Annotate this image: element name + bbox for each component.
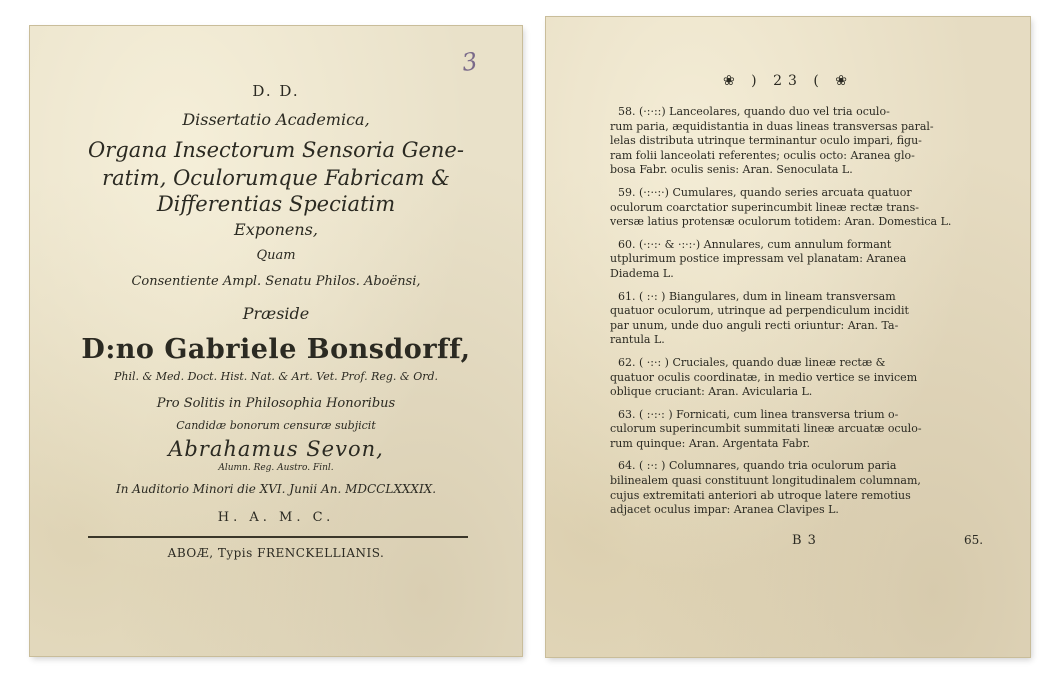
entry-line: versæ latius protensæ oculorum totidem: Aran. Domestica L. bbox=[610, 215, 952, 229]
entry-line: ram folii lanceolati referentes; oculis octo: Aranea glo- bbox=[610, 148, 915, 162]
entry-paragraph bbox=[610, 290, 990, 348]
entry-line: rum quinque: Aran. Argentata Fabr. bbox=[610, 436, 810, 450]
dedication-dd: D. D. bbox=[252, 82, 300, 100]
handwritten-folio-mark: 3 bbox=[460, 47, 480, 77]
entry-paragraph bbox=[610, 105, 990, 178]
praeses-name: D:no Gabriele Bonsdorff, bbox=[81, 334, 471, 365]
entry-line: 59. (·:··:·) Cumulares, quando series arcuata quatuor bbox=[618, 185, 912, 199]
pro-gradu-line: Pro Solitis in Philosophia Honoribus bbox=[156, 396, 396, 411]
entry-paragraph bbox=[610, 459, 990, 517]
alumnus-line: Alumn. Reg. Austro. Finl. bbox=[218, 463, 334, 473]
praeside-line: Præside bbox=[242, 304, 310, 323]
praeses-titles: Phil. & Med. Doct. Hist. Nat. & Art. Vet. Prof. Reg. & Ord. bbox=[113, 370, 439, 383]
entry-line: bosa Fabr. oculis senis: Aran. Senoculata L. bbox=[610, 163, 853, 177]
entry-line: rum paria, æquidistantia in duas lineas transversas paral- bbox=[610, 119, 934, 133]
title-line-3: Differentias Speciatim bbox=[156, 192, 396, 216]
consentiente-line: Consentiente Ampl. Senatu Philos. Aboënsi, bbox=[131, 274, 421, 289]
entry-list bbox=[610, 105, 990, 526]
entry-line: Diadema L. bbox=[610, 266, 674, 280]
entry-line: utplurimum postice impressam vel planatam: Aranea bbox=[610, 252, 907, 266]
entry-line: quatuor oculorum, utrinque ad perpendiculum incidit bbox=[610, 304, 909, 318]
entry-paragraph bbox=[610, 408, 990, 452]
entry-line: oblique cruciant: Aran. Avicularia L. bbox=[610, 385, 813, 399]
entry-line: 58. (·:·::) Lanceolares, quando duo vel tria oculo- bbox=[618, 105, 890, 118]
entry-line: 64. ( :·: ) Columnares, quando tria oculorum paria bbox=[618, 459, 897, 473]
entry-line: par unum, unde duo anguli recti oriuntur: Aran. Ta- bbox=[610, 318, 899, 332]
entry-line: adjacet oculus impar: Aranea Clavipes L. bbox=[610, 503, 839, 517]
signature-mark: B 3 bbox=[792, 533, 817, 548]
entry-line: 62. ( ·:·: ) Cruciales, quando duæ lineæ rectæ & bbox=[618, 355, 886, 369]
right-text-page bbox=[546, 17, 1030, 657]
auditorio-line: In Auditorio Minori die XVI. Junii An. MDCCLXXXIX. bbox=[115, 482, 437, 496]
page-header: ❀ ) 23 ( ❀ bbox=[723, 73, 853, 89]
title-line-2: ratim, Oculorumque Fabricam & bbox=[102, 166, 450, 190]
catchword: 65. bbox=[964, 533, 984, 547]
quam-line: Quam bbox=[256, 248, 296, 263]
entry-line: 61. ( :·: ) Biangulares, dum in lineam transversam bbox=[618, 289, 896, 303]
entry-line: cujus extremitati anteriori ab utroque latere remotius bbox=[610, 488, 911, 502]
entry-paragraph bbox=[610, 238, 990, 282]
entry-line: 60. (·:·:· & ·:·:·) Annulares, cum annulum formant bbox=[618, 237, 892, 251]
entry-paragraph bbox=[610, 356, 990, 400]
entry-line: lelas distributa utrinque terminantur oculo impari, figu- bbox=[610, 134, 922, 148]
title-line-1: Organa Insectorum Sensoria Gene- bbox=[88, 138, 464, 162]
imprint-rule bbox=[88, 536, 468, 538]
entry-line: quatuor oculis coordinatæ, in medio vertice se invicem bbox=[610, 370, 918, 384]
entry-paragraph bbox=[610, 186, 990, 230]
entry-line: 63. ( :·:·: ) Fornicati, cum linea transversa trium o- bbox=[618, 407, 899, 421]
dissertatio-line: Dissertatio Academica, bbox=[182, 110, 370, 129]
imprint-line: ABOÆ, Typis FRENCKELLIANIS. bbox=[167, 546, 385, 560]
hamc-line: H. A. M. C. bbox=[217, 510, 335, 525]
left-title-page bbox=[30, 26, 522, 656]
exponens-line: Exponens, bbox=[234, 220, 318, 239]
entry-line: bilinealem quasi constituunt longitudinalem columnam, bbox=[610, 474, 921, 488]
respondent-name: Abrahamus Sevon, bbox=[168, 437, 384, 461]
entry-line: rantula L. bbox=[610, 333, 665, 347]
entry-line: oculorum coarctatior superincumbit lineæ rectæ trans- bbox=[610, 200, 919, 214]
candidae-line: Candidæ bonorum censuræ subjicit bbox=[176, 419, 376, 432]
entry-line: culorum superincumbit summitati lineæ arcuatæ oculo- bbox=[610, 422, 922, 436]
